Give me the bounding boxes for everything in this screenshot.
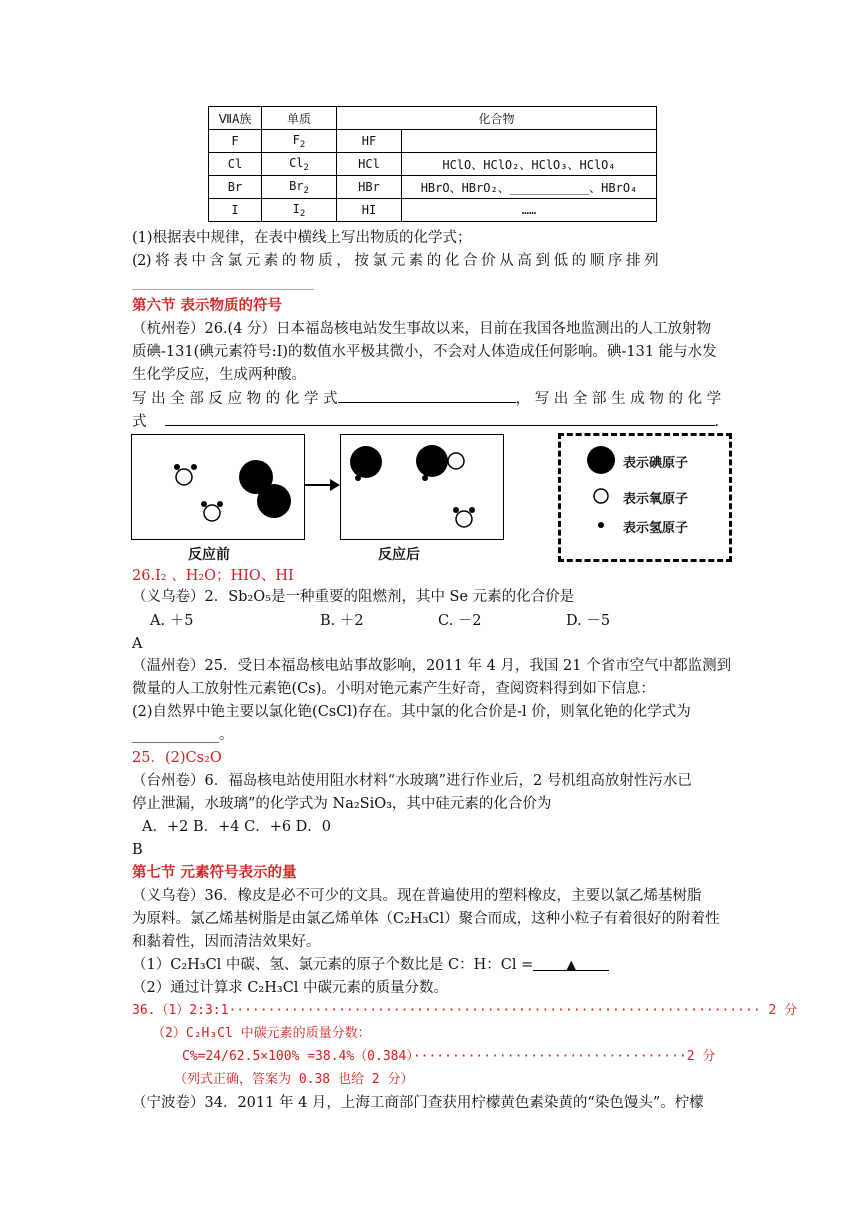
before-panel: [131, 434, 305, 540]
question-line: 质碘-131(碘元素符号:I)的数值水平极其微小，不会对人体造成任何影响。碘-131 能与水发: [132, 344, 717, 360]
legend-oxygen: 表示氧原子: [623, 492, 689, 507]
table-cell: $Cl_2$: [262, 153, 337, 176]
table-cell: HBrO、HBrO₂、___________、HBrO₄: [402, 176, 657, 199]
table-cell: HI: [337, 199, 402, 222]
answer-blank: ▲: [533, 956, 609, 971]
table-cell: F: [209, 130, 262, 153]
table-cell: Br: [209, 176, 262, 199]
before-label: 反应前: [188, 547, 230, 563]
table-header: 化合物: [337, 107, 657, 130]
hydrogen-atom: [355, 475, 361, 481]
arrow-icon: [304, 477, 340, 493]
answer-blank: [338, 388, 516, 403]
table-cell: [402, 130, 657, 153]
answer-line: 26.I₂ 、H₂O；HIO、HI: [132, 568, 294, 584]
question-line: 生化学反应，生成两种酸。: [132, 367, 306, 383]
question-line: 微量的人工放射性元素铯(Cs)。小明对铯元素产生好奇，查阅资料得到如下信息：: [132, 681, 655, 697]
question-line: （1）C₂H₃Cl 中碳、氢、氯元素的原子个数比是 C：H：Cl = ▲: [132, 955, 609, 975]
answer-line: 25．(2)Cs₂O: [132, 750, 222, 766]
hydrogen-icon: [598, 522, 604, 528]
question-line: ____________。: [132, 727, 234, 743]
oxygen-atom: [456, 511, 472, 527]
question-line: (2)自然界中铯主要以氯化铯(CsCl)存在。其中氯的化合价是-l 价，则氧化铯的化学式为: [132, 704, 691, 720]
after-label: 反应后: [378, 547, 420, 563]
divider: [132, 289, 314, 290]
question-line: 写 出 全 部 反 应 物 的 化 学 式 ， 写 出 全 部 生 成 物 的 化 学: [132, 388, 721, 409]
option: C. －2: [438, 613, 482, 629]
hydrogen-atom: [201, 501, 207, 507]
hydrogen-atom: [469, 507, 475, 513]
table-header: 单质: [262, 107, 337, 130]
hydrogen-atom: [191, 464, 197, 470]
question-line: （温州卷）25．受日本福岛核电站事故影响，2011 年 4 月，我国 21 个省市空气中都监测到: [132, 658, 732, 674]
question-line: 式 .: [132, 411, 719, 432]
answer-line: B: [132, 842, 143, 858]
table-header: ⅦA族: [209, 107, 262, 130]
table-cell: HF: [337, 130, 402, 153]
answer-line: （2）C₂H₃Cl 中碳元素的质量分数：: [152, 1026, 371, 1041]
question-line: 为原料。氯乙烯基树脂是由氯乙烯单体（C₂H₃Cl）聚合而成，这种小粒子有着很好的附着性: [132, 911, 720, 927]
table-cell: HCl: [337, 153, 402, 176]
table-cell: Cl: [209, 153, 262, 176]
hydrogen-atom: [174, 464, 180, 470]
oxygen-atom: [448, 453, 464, 469]
question-line: 停止泄漏，水玻璃”的化学式为 Na₂SiO₃，其中硅元素的化合价为: [132, 796, 552, 812]
atom-legend: [558, 433, 732, 562]
table-cell: I: [209, 199, 262, 222]
answer-line: A: [132, 636, 143, 652]
answer-line: C%=24/62.5×100% =38.4%（0.384）···································2 分: [182, 1049, 716, 1064]
oxygen-icon: [594, 489, 608, 503]
hydrogen-atom: [453, 507, 459, 513]
table-cell: $Br_2$: [262, 176, 337, 199]
hydrogen-atom: [422, 475, 428, 481]
table-cell: $F_2$: [262, 130, 337, 153]
iodine-atom: [257, 484, 291, 518]
question-line: （2）通过计算求 C₂H₃Cl 中碳元素的质量分数。: [132, 980, 449, 996]
table-cell: HBr: [337, 176, 402, 199]
iodine-atom: [350, 446, 382, 478]
table-row: [209, 130, 657, 153]
table-row: [209, 199, 657, 222]
question-line: (2) 将 表 中 含 氯 元 素 的 物 质 ， 按 氯 元 素 的 化 合 价 从 高 到 低 的 顺 序 排 列: [132, 253, 659, 269]
option: A. ＋5: [150, 613, 194, 629]
table-cell: $I_2$: [262, 199, 337, 222]
question-line: （义乌卷）36．橡皮是必不可少的文具。现在普遍使用的塑料橡皮，主要以氯乙烯基树脂: [132, 888, 702, 904]
question-line: （义乌卷）2．Sb₂O₅是一种重要的阻燃剂，其中 Se 元素的化合价是: [132, 589, 575, 605]
oxygen-atom: [176, 469, 192, 485]
legend-hydrogen: 表示氢原子: [623, 521, 689, 536]
iodine-atom: [416, 445, 448, 477]
halogen-table: [208, 106, 657, 222]
question-line: （台州卷）6．福岛核电站使用阻水材料“水玻璃”进行作业后，2 号机组高放射性污水已: [132, 773, 692, 789]
iodine-icon: [587, 446, 615, 474]
oxygen-atom: [204, 505, 220, 521]
option-line: A．+2 B．+4 C．+6 D．0: [142, 819, 332, 835]
section-title: 第六节 表示物质的符号: [132, 297, 283, 314]
question-line: （杭州卷）26.(4 分）日本福岛核电站发生事故以来，目前在我国各地监测出的人工放射物: [132, 321, 712, 337]
legend-symbols: [561, 436, 621, 553]
option: D. －5: [566, 613, 611, 629]
table-row: [209, 153, 657, 176]
option: B. ＋2: [320, 613, 364, 629]
answer-line: 36.（1）2:3:1···································································· 2 分: [132, 1003, 798, 1018]
question-line: 和黏着性，因而清洁效果好。: [132, 934, 321, 950]
section-title: 第七节 元素符号表示的量: [132, 864, 297, 881]
after-panel: [340, 434, 504, 540]
hydrogen-atom: [217, 501, 223, 507]
answer-line: （列式正确，答案为 0.38 也给 2 分）: [174, 1072, 414, 1087]
legend-iodine: 表示碘原子: [623, 456, 689, 471]
after-molecules: [341, 435, 503, 539]
answer-blank: [165, 411, 715, 426]
question-line: （宁波卷）34．2011 年 4 月，上海工商部门查获用柠檬黄色素染黄的“染色馒头”。柠檬: [132, 1095, 704, 1111]
question-line: (1)根据表中规律，在表中横线上写出物质的化学式；: [132, 230, 472, 246]
table-row: [209, 176, 657, 199]
before-molecules: [132, 435, 304, 539]
table-cell: HClO、HClO₂、HClO₃、HClO₄: [402, 153, 657, 176]
table-cell: ……: [402, 199, 657, 222]
